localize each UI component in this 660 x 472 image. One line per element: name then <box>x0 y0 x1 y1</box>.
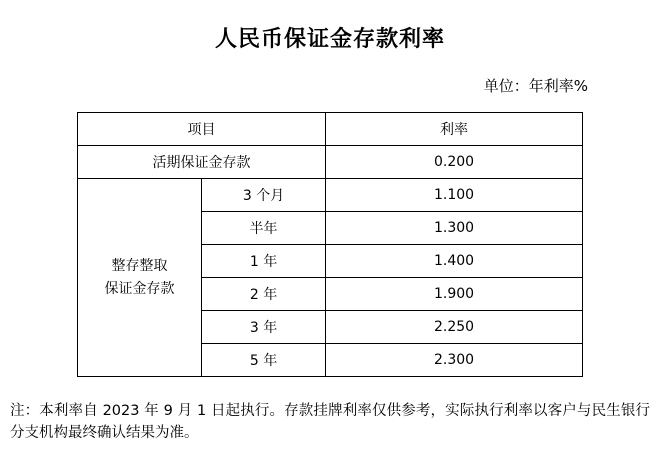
term-label-3-year: 3 年 <box>202 311 326 344</box>
term-label-2-year: 2 年 <box>202 278 326 311</box>
term-rate-half-year: 1.300 <box>326 212 583 245</box>
row-label-demand-deposit: 活期保证金存款 <box>78 146 326 179</box>
group-label-line2: 保证金存款 <box>104 280 175 297</box>
unit-label: 单位：年利率% <box>483 77 588 95</box>
table-header-row <box>78 113 583 146</box>
term-label-1-year: 1 年 <box>202 245 326 278</box>
term-rate-1-year: 1.400 <box>326 245 583 278</box>
row-rate-demand-deposit: 0.200 <box>326 146 583 179</box>
term-rate-2-year: 1.900 <box>326 278 583 311</box>
column-header-rate: 利率 <box>326 113 583 146</box>
footnote: 注：本利率自 2023 年 9 月 1 日起执行。存款挂牌利率仅供参考，实际执行利率以客户与民生银行分支机构最终确认结果为准。 <box>10 403 650 442</box>
term-label-half-year: 半年 <box>202 212 326 245</box>
page-title: 人民币保证金存款利率 <box>214 27 445 52</box>
term-rate-3-year: 2.250 <box>326 311 583 344</box>
term-rate-3-months: 1.100 <box>326 179 583 212</box>
document-page <box>0 22 660 472</box>
term-label-3-months: 3 个月 <box>202 179 326 212</box>
interest-rate-table <box>77 112 583 377</box>
group-label-line1: 整存整取 <box>111 258 168 275</box>
term-rate-5-year: 2.300 <box>326 344 583 377</box>
table-row <box>78 146 583 179</box>
row-label-lump-sum-group <box>78 179 202 377</box>
term-label-5-year: 5 年 <box>202 344 326 377</box>
table-row <box>78 179 583 212</box>
column-header-item: 项目 <box>78 113 326 146</box>
